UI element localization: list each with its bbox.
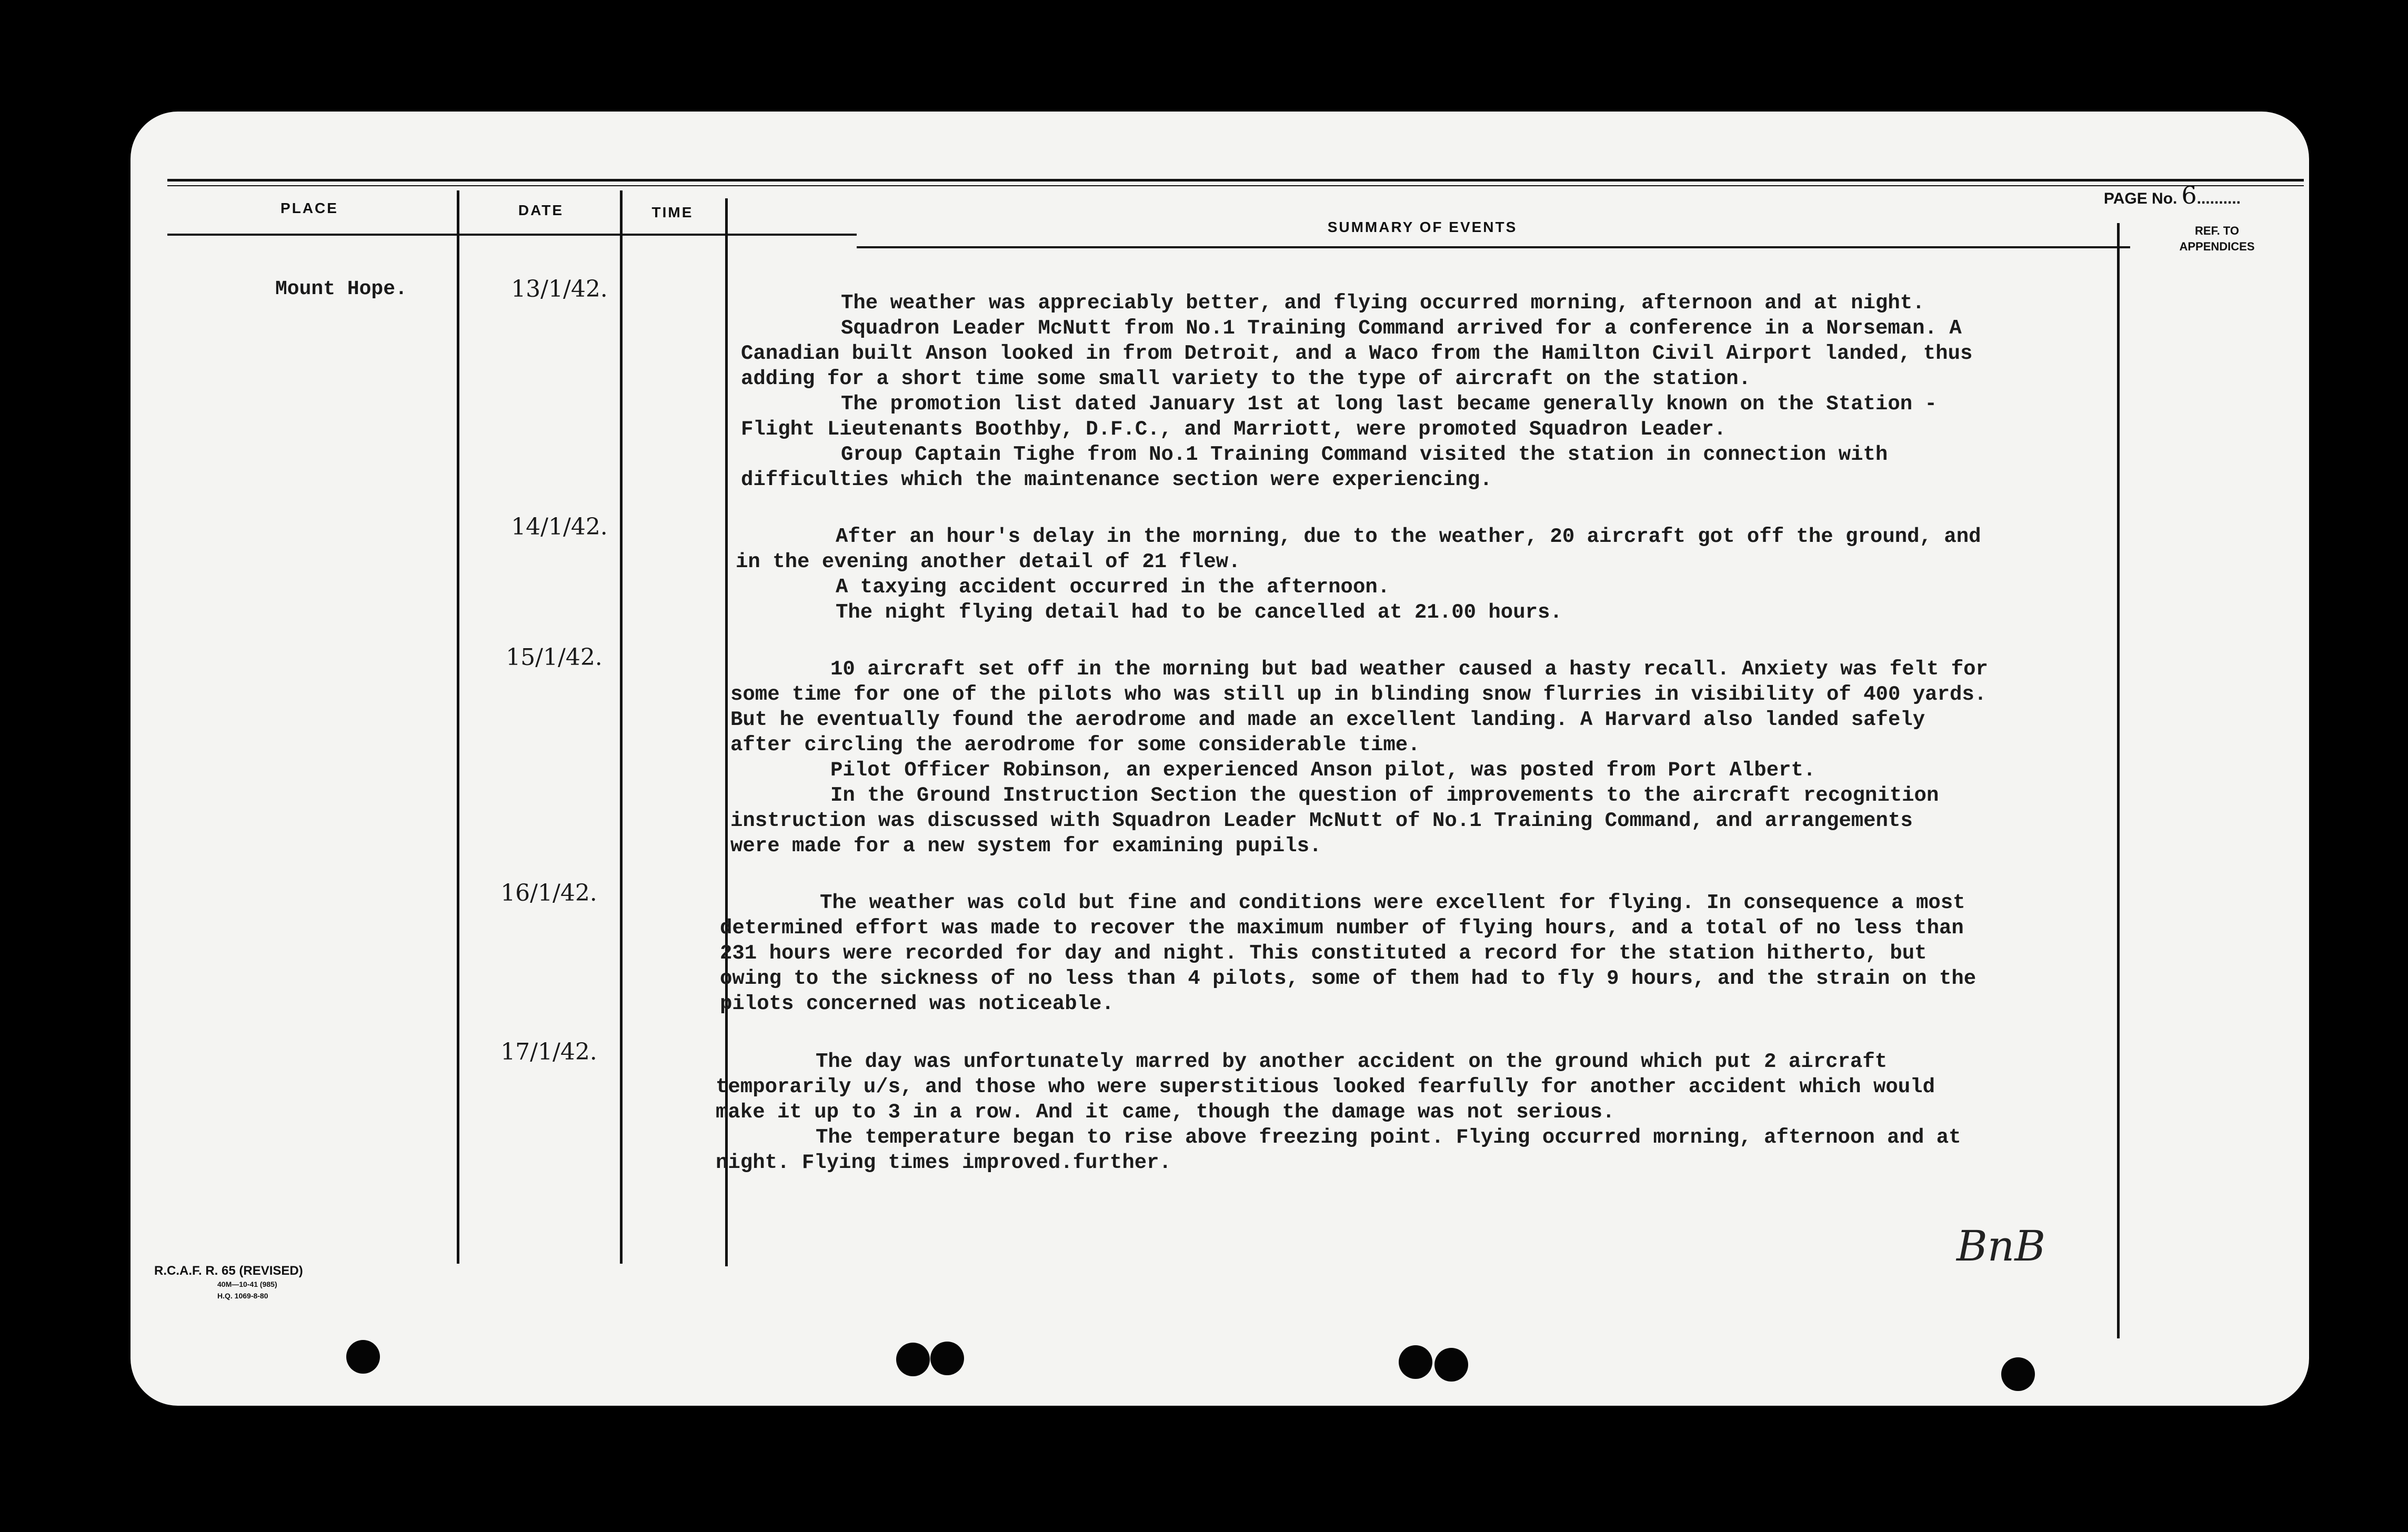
binder-hole — [2001, 1357, 2035, 1391]
diary-card — [131, 112, 2309, 1406]
entry-text-16-jan — [720, 890, 2099, 1016]
form-number: R.C.A.F. R. 65 (REVISED) — [154, 1264, 303, 1278]
entry-line: 10 aircraft set off in the morning but bad weather caused a hasty recall. Anxiety was felt for — [830, 658, 1988, 681]
summary-header-rule — [857, 246, 2130, 248]
entry-line: after circling the aerodrome for some considerable time. — [730, 733, 1420, 757]
entry-line: owing to the sickness of no less than 4 pilots, some of them had to fly 9 hours, and the strain on the — [720, 967, 1976, 990]
entry-line: instruction was discussed with Squadron Leader McNutt of No.1 Training Command, and arrangements — [730, 809, 1913, 832]
entry-line: 231 hours were recorded for day and night. This constituted a record for the station hitherto, but — [720, 942, 1927, 965]
binder-hole — [896, 1343, 930, 1376]
signature-initials: BnB — [1956, 1222, 2046, 1271]
entry-line: adding for a short time some small variety to the type of aircraft on the station. — [741, 367, 1751, 390]
entry-line: A taxying accident occurred in the afternoon. — [836, 576, 1390, 599]
entry-line: some time for one of the pilots who was still up in blinding snow flurries in visibility of 400 yards. — [730, 683, 1987, 706]
entry-line: Flight Lieutenants Boothby, D.F.C., and Marriott, were promoted Squadron Leader. — [741, 418, 1727, 441]
form-footer — [154, 1264, 303, 1302]
page-number-label: PAGE No. — [2103, 190, 2178, 207]
entry-line: pilots concerned was noticeable. — [720, 992, 1114, 1015]
entry-text-13-jan — [741, 290, 2120, 492]
entry-line: were made for a new system for examining pupils. — [730, 834, 1322, 858]
place-value: Mount Hope. — [275, 278, 407, 300]
binder-hole — [1399, 1345, 1432, 1379]
binder-hole — [1434, 1348, 1468, 1382]
entry-date: 16/1/42. — [500, 880, 597, 906]
entry-text-14-jan — [736, 524, 2114, 625]
top-rule — [167, 179, 2304, 182]
entry-line: The weather was cold but fine and conditions were excellent for flying. In consequence a most — [820, 891, 1965, 914]
entry-line: The weather was appreciably better, and flying occurred morning, afternoon and at night. — [841, 291, 1925, 315]
entry-line: In the Ground Instruction Section the question of improvements to the aircraft recognition — [830, 784, 1939, 807]
entry-line: determined effort was made to recover the maximum number of flying hours, and a total of no less than — [720, 916, 1964, 940]
page-number-value: 6 — [2181, 181, 2197, 209]
page-number: PAGE No. 6.......... — [2103, 181, 2241, 209]
entry-line: The night flying detail had to be cancelled at 21.00 hours. — [836, 601, 1562, 624]
entry-line: Canadian built Anson looked in from Detroit, and a Waco from the Hamilton Civil Airport landed, thus — [741, 342, 1973, 365]
entry-line: The temperature began to rise above freezing point. Flying occurred morning, afternoon and at — [816, 1126, 1961, 1149]
entry-line: After an hour's delay in the morning, due to the weather, 20 aircraft got off the ground, and — [836, 525, 1981, 548]
entry-date: 14/1/42. — [511, 513, 608, 540]
entry-line: Squadron Leader McNutt from No.1 Training Command arrived for a conference in a Norseman. A — [841, 317, 1962, 340]
header-place: PLACE — [280, 200, 338, 216]
entry-line: in the evening another detail of 21 flew. — [736, 550, 1241, 573]
form-hq-code: H.Q. 1069-8-80 — [217, 1292, 268, 1300]
entry-text-17-jan — [716, 1049, 2094, 1175]
entry-line: The day was unfortunately marred by another accident on the ground which put 2 aircraft — [816, 1050, 1888, 1073]
entry-line: night. Flying times improved.further. — [716, 1151, 1171, 1174]
header-date: DATE — [518, 202, 564, 218]
entry-date: 17/1/42. — [500, 1039, 597, 1065]
entry-line: But he eventually found the aerodrome and made an excellent landing. A Harvard also landed safely — [730, 708, 1925, 731]
header-ref-line1: REF. TO — [2195, 224, 2239, 237]
binder-hole — [346, 1340, 380, 1374]
header-ref-line2: APPENDICES — [2179, 240, 2255, 253]
header-summary: SUMMARY OF EVENTS — [1327, 219, 1518, 235]
top-rule-thin — [167, 185, 2304, 186]
binder-hole — [930, 1342, 964, 1375]
entry-line: temporarily u/s, and those who were superstitious looked fearfully for another accident which would — [716, 1075, 1935, 1098]
entry-line: Pilot Officer Robinson, an experienced Anson pilot, was posted from Port Albert. — [830, 759, 1816, 782]
entry-text-15-jan — [730, 657, 2109, 859]
entry-line: make it up to 3 in a row. And it came, though the damage was not serious. — [716, 1101, 1615, 1124]
entry-date: 15/1/42. — [506, 644, 603, 671]
header-time: TIME — [651, 204, 694, 220]
entry-line: Group Captain Tighe from No.1 Training Command visited the station in connection with — [841, 443, 1888, 466]
entry-line: The promotion list dated January 1st at long last became generally known on the Station - — [841, 392, 1937, 416]
form-print-code: 40M—10-41 (985) — [217, 1280, 277, 1288]
entry-line: difficulties which the maintenance section were experiencing. — [741, 468, 1492, 491]
header-ref-appendices — [2130, 223, 2304, 255]
column-rule-place — [457, 190, 459, 1264]
entry-date: 13/1/42. — [511, 276, 608, 303]
column-rule-date — [620, 190, 623, 1264]
